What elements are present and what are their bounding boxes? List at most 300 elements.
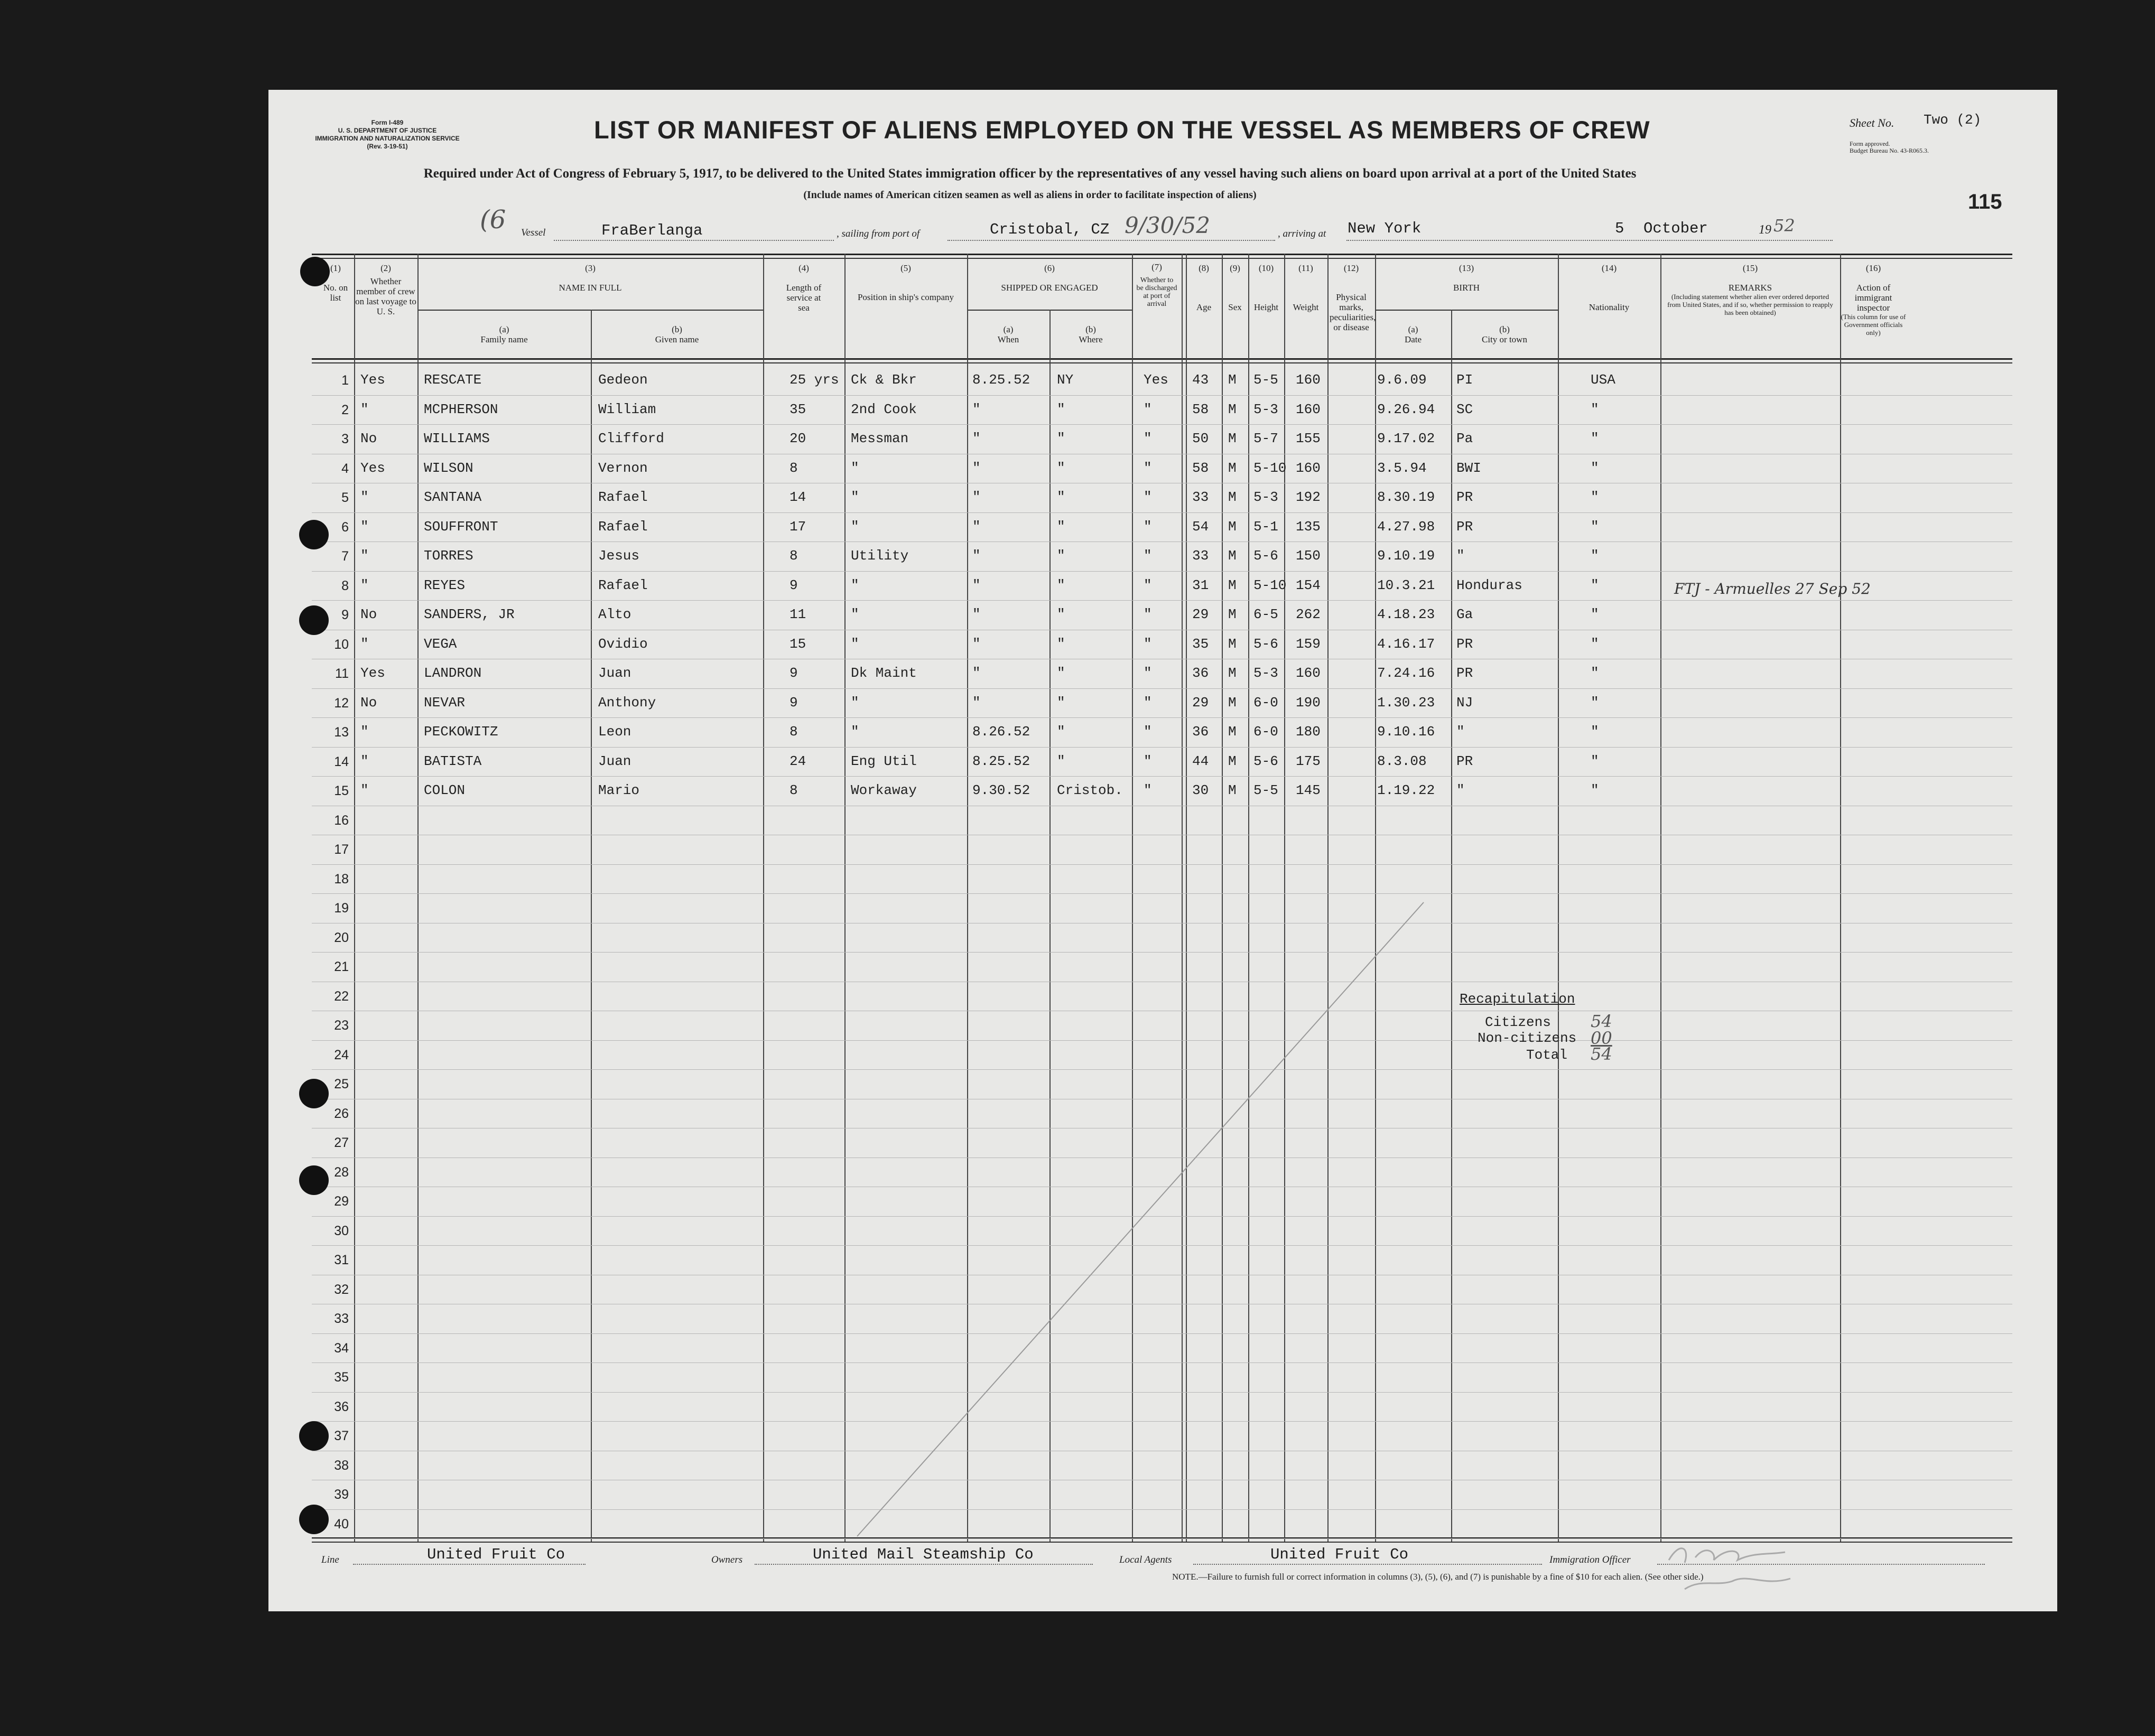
cell-given: Mario: [598, 782, 640, 798]
cell-given: Jesus: [598, 548, 640, 564]
cell-where: ": [1057, 401, 1065, 417]
cell-sex: M: [1228, 636, 1237, 652]
cell-service: 8: [789, 460, 798, 476]
cell-bdate: 9.26.94: [1377, 401, 1435, 417]
cell-when: ": [972, 577, 981, 593]
cell-service: 20: [789, 431, 806, 446]
owners-label: Owners: [711, 1554, 743, 1565]
cell-bplace: Pa: [1456, 431, 1473, 446]
row-number: 18: [334, 871, 349, 886]
cell-prev: ": [360, 724, 369, 740]
form-title: LIST OR MANIFEST OF ALIENS EMPLOYED ON THE VESSEL AS MEMBERS OF CREW: [594, 116, 1650, 144]
cell-bdate: 7.24.16: [1377, 665, 1435, 681]
cell-height: 6-5: [1253, 606, 1278, 622]
col1-number: (1): [330, 263, 341, 273]
sheet-label: Sheet No.: [1850, 116, 1894, 129]
col3b-title: Given name: [655, 334, 699, 344]
row-number: 9: [341, 608, 349, 622]
cell-family: PECKOWITZ: [424, 724, 498, 740]
cell-family: REYES: [424, 577, 466, 593]
row-number: 28: [334, 1164, 349, 1180]
col7-number: (7): [1151, 262, 1162, 272]
cell-family: COLON: [424, 782, 466, 798]
cell-nationality: ": [1591, 548, 1599, 564]
cell-where: ": [1057, 489, 1065, 505]
agents-value: United Fruit Co: [1270, 1546, 1409, 1563]
cell-service: 9: [789, 665, 798, 681]
cell-prev: No: [360, 694, 377, 711]
cell-service: 24: [789, 753, 806, 769]
col13b-title: City or town: [1482, 334, 1527, 344]
col11-number: (11): [1298, 263, 1313, 273]
cell-nationality: USA: [1591, 372, 1615, 388]
row-number: 7: [341, 549, 349, 564]
cell-age: 29: [1192, 694, 1209, 711]
cell-family: SANDERS, JR: [424, 606, 515, 622]
cell-bplace: ": [1456, 782, 1465, 798]
cell-prev: ": [360, 753, 369, 769]
vessel-dotline: [554, 240, 834, 241]
cell-given: William: [598, 401, 656, 417]
vessel-label: Vessel: [521, 227, 546, 238]
cell-bplace: PR: [1456, 518, 1473, 535]
row-number: 32: [334, 1282, 349, 1297]
cell-discharge: ": [1144, 753, 1152, 769]
col16-title: Action of immigrant inspector: [1854, 283, 1892, 313]
cell-sex: M: [1228, 782, 1237, 798]
row-number: 4: [341, 461, 349, 476]
cell-sex: M: [1228, 753, 1237, 769]
recap-title: Recapitulation: [1460, 991, 1575, 1007]
col14-title: Nationality: [1589, 302, 1630, 312]
cell-position: ": [851, 460, 859, 476]
cell-discharge: ": [1144, 606, 1152, 622]
arriving-label: , arriving at: [1278, 228, 1326, 239]
cell-discharge: ": [1144, 401, 1152, 417]
cell-age: 43: [1192, 372, 1209, 388]
cell-when: 9.30.52: [972, 782, 1030, 798]
cell-height: 5-3: [1253, 401, 1278, 417]
cell-family: NEVAR: [424, 694, 466, 711]
cell-weight: 160: [1296, 372, 1321, 388]
recap-noncitizens: 00: [1591, 1028, 1612, 1048]
cell-given: Ovidio: [598, 636, 648, 652]
cell-family: BATISTA: [424, 753, 482, 769]
cell-service: 25 yrs: [789, 372, 839, 388]
row-number: 10: [334, 637, 349, 652]
cell-given: Gedeon: [598, 372, 648, 388]
cell-height: 5-1: [1253, 518, 1278, 535]
cell-service: 8: [789, 782, 798, 798]
cell-sex: M: [1228, 694, 1237, 711]
agents-dotline: [1193, 1564, 1542, 1565]
col11-title: Weight: [1293, 302, 1319, 312]
row-number: 27: [334, 1135, 349, 1150]
cell-where: NY: [1057, 372, 1074, 388]
cell-age: 33: [1192, 489, 1209, 505]
col8-title: Age: [1196, 302, 1212, 312]
cell-position: Workaway: [851, 782, 917, 798]
cell-prev: ": [360, 401, 369, 417]
row-number: 37: [334, 1429, 349, 1443]
cell-when: ": [972, 489, 981, 505]
cell-sex: M: [1228, 665, 1237, 681]
cell-prev: Yes: [360, 372, 385, 388]
cell-prev: No: [360, 606, 377, 622]
form-subnote: (Include names of American citizen seamen as well as aliens in order to facilitate inspection of aliens): [803, 189, 1257, 201]
row-number: 16: [334, 813, 349, 828]
cell-bdate: 10.3.21: [1377, 577, 1435, 593]
department-name: U. S. DEPARTMENT OF JUSTICE: [338, 127, 437, 134]
cell-position: ": [851, 636, 859, 652]
cell-bdate: 9.10.16: [1377, 724, 1435, 740]
cell-where: ": [1057, 548, 1065, 564]
cell-nationality: ": [1591, 489, 1599, 505]
arriving-dotline: [1346, 240, 1833, 241]
cell-service: 14: [789, 489, 806, 505]
cell-weight: 145: [1296, 782, 1321, 798]
cell-position: ": [851, 577, 859, 593]
cell-age: 29: [1192, 606, 1209, 622]
col2-number: (2): [380, 263, 391, 273]
row-number: 20: [334, 930, 349, 945]
cell-height: 5-3: [1253, 489, 1278, 505]
cell-age: 33: [1192, 548, 1209, 564]
cell-height: 6-0: [1253, 724, 1278, 740]
sailing-dotline: [948, 240, 1275, 241]
cell-sex: M: [1228, 518, 1237, 535]
col3-title: NAME IN FULL: [559, 283, 622, 293]
cell-nationality: ": [1591, 753, 1599, 769]
arrival-year: 52: [1773, 216, 1795, 236]
cell-given: Alto: [598, 606, 631, 622]
cell-family: MCPHERSON: [424, 401, 498, 417]
cell-where: ": [1057, 694, 1065, 711]
cell-position: Dk Maint: [851, 665, 917, 681]
col12-title: Physical marks, peculiarities, or disease: [1330, 292, 1376, 332]
col10-title: Height: [1253, 302, 1279, 312]
cell-when: 8.25.52: [972, 753, 1030, 769]
cell-discharge: ": [1144, 782, 1152, 798]
cell-discharge: ": [1144, 489, 1152, 505]
col15-subtitle: (Including statement whether alien ever ordered deported from United States, and if so, whether permission to reapply has been obtained): [1667, 293, 1833, 316]
col3-number: (3): [585, 263, 596, 273]
officer-label: Immigration Officer: [1549, 1554, 1631, 1565]
page-number: 115: [1968, 190, 2002, 213]
arriving-port: New York: [1348, 220, 1422, 237]
cell-sex: M: [1228, 577, 1237, 593]
col4-number: (4): [798, 263, 809, 273]
cell-family: WILLIAMS: [424, 431, 490, 446]
service-name: IMMIGRATION AND NATURALIZATION SERVICE: [315, 135, 460, 142]
cell-bplace: PR: [1456, 489, 1473, 505]
col13a-title: Date: [1404, 334, 1422, 344]
cell-family: RESCATE: [424, 372, 482, 388]
cell-where: ": [1057, 753, 1065, 769]
punch-hole: [299, 520, 329, 549]
cell-nationality: ": [1591, 518, 1599, 535]
recap-citizens: 54: [1591, 1011, 1612, 1031]
department-block: [300, 119, 475, 151]
sailing-port: Cristobal, CZ: [990, 221, 1110, 238]
col15-title: REMARKS: [1728, 283, 1772, 293]
cell-height: 5-3: [1253, 665, 1278, 681]
cell-family: LANDRON: [424, 665, 482, 681]
cell-prev: ": [360, 577, 369, 593]
row-number: 19: [334, 901, 349, 916]
row-number: 29: [334, 1194, 349, 1209]
col14-number: (14): [1601, 263, 1617, 273]
cell-when: 8.26.52: [972, 724, 1030, 740]
col3a-number: (a): [499, 324, 509, 334]
year-prefix: 19: [1759, 223, 1771, 237]
cell-age: 31: [1192, 577, 1209, 593]
col7-title: Whether to be discharged at port of arrival: [1136, 276, 1177, 308]
approval-line: Form approved.: [1850, 140, 1890, 147]
manifest-page: [268, 90, 2057, 1611]
row-number: 21: [334, 959, 349, 974]
row-number: 15: [334, 783, 349, 798]
cell-position: 2nd Cook: [851, 401, 917, 417]
cell-where: ": [1057, 577, 1065, 593]
cell-nationality: ": [1591, 577, 1599, 593]
cell-age: 30: [1192, 782, 1209, 798]
cell-bplace: BWI: [1456, 460, 1481, 476]
cell-family: TORRES: [424, 548, 473, 564]
cell-where: ": [1057, 724, 1065, 740]
cell-bdate: 4.16.17: [1377, 636, 1435, 652]
cell-position: ": [851, 518, 859, 535]
cell-position: Eng Util: [851, 753, 917, 769]
row-number: 34: [334, 1340, 349, 1356]
cell-position: Utility: [851, 548, 909, 564]
cell-bplace: PR: [1456, 753, 1473, 769]
cell-when: ": [972, 518, 981, 535]
form-revision: (Rev. 3-19-51): [367, 143, 408, 150]
row-number: 14: [334, 754, 349, 769]
col6a-number: (a): [1003, 324, 1014, 334]
cell-bplace: PR: [1456, 665, 1473, 681]
punch-hole: [300, 257, 330, 286]
col2-title: Whether member of crew on last voyage to U. S.: [355, 276, 416, 316]
cell-given: Juan: [598, 665, 631, 681]
cell-weight: 160: [1296, 401, 1321, 417]
row-number: 35: [334, 1370, 349, 1385]
col6-number: (6): [1044, 263, 1055, 273]
cell-when: ": [972, 665, 981, 681]
cell-sex: M: [1228, 460, 1237, 476]
cell-weight: 160: [1296, 460, 1321, 476]
cell-when: ": [972, 606, 981, 622]
col16-subtitle: (This column for use of Government officials only): [1841, 313, 1906, 337]
cell-where: Cristob.: [1057, 782, 1123, 798]
row-number: 1: [341, 373, 349, 388]
cell-bdate: 4.27.98: [1377, 518, 1435, 535]
cell-discharge: ": [1144, 518, 1152, 535]
cell-bplace: PR: [1456, 636, 1473, 652]
col15-number: (15): [1742, 263, 1758, 273]
row-number: 6: [341, 519, 349, 535]
col8-number: (8): [1199, 263, 1209, 273]
line-dotline: [353, 1564, 586, 1565]
cell-position: ": [851, 724, 859, 740]
col16-number: (16): [1865, 263, 1881, 273]
remark-row9: FTJ - Armuelles 27 Sep 52: [1674, 580, 1871, 598]
sailing-date: 9/30/52: [1125, 212, 1210, 238]
cell-age: 36: [1192, 665, 1209, 681]
cell-given: Leon: [598, 724, 631, 740]
cell-bdate: 3.5.94: [1377, 460, 1427, 476]
cell-sex: M: [1228, 372, 1237, 388]
cell-where: ": [1057, 606, 1065, 622]
punch-hole: [299, 605, 329, 635]
cell-given: Rafael: [598, 577, 648, 593]
cell-sex: M: [1228, 548, 1237, 564]
cell-bdate: 9.17.02: [1377, 431, 1435, 446]
agents-label: Local Agents: [1119, 1554, 1172, 1565]
form-subtitle: Required under Act of Congress of February 5, 1917, to be delivered to the United States immigration officer by the representatives of any vessel having such aliens on board upon arrival at a port of the United States: [423, 166, 1637, 181]
punch-hole: [299, 1079, 329, 1108]
cell-position: ": [851, 489, 859, 505]
cell-service: 15: [789, 636, 806, 652]
cell-bdate: 9.6.09: [1377, 372, 1427, 388]
cell-bplace: ": [1456, 724, 1465, 740]
col6a-title: When: [997, 334, 1019, 344]
cell-prev: Yes: [360, 665, 385, 681]
recap-noncitizens-label: Non-citizens: [1478, 1030, 1577, 1046]
row-number: 26: [334, 1106, 349, 1121]
col1-title: No. on list: [323, 283, 348, 303]
row-number: 3: [341, 432, 349, 446]
row-number: 30: [334, 1223, 349, 1238]
cell-service: 9: [789, 694, 798, 711]
recap-citizens-label: Citizens: [1485, 1014, 1551, 1030]
approval-note: [1850, 141, 1982, 154]
cell-weight: 180: [1296, 724, 1321, 740]
row-number: 22: [334, 988, 349, 1004]
cell-service: 9: [789, 577, 798, 593]
cell-age: 50: [1192, 431, 1209, 446]
col13-number: (13): [1459, 263, 1474, 273]
row-number: 25: [334, 1077, 349, 1091]
cell-weight: 175: [1296, 753, 1321, 769]
form-id: Form I-489: [371, 119, 404, 126]
row-number: 5: [341, 490, 349, 505]
cell-given: Anthony: [598, 694, 656, 711]
cell-age: 44: [1192, 753, 1209, 769]
cell-prev: ": [360, 548, 369, 564]
cell-sex: M: [1228, 724, 1237, 740]
cell-bplace: ": [1456, 548, 1465, 564]
cell-prev: ": [360, 782, 369, 798]
cell-bplace: NJ: [1456, 694, 1473, 711]
cell-weight: 135: [1296, 518, 1321, 535]
col6-title: SHIPPED OR ENGAGED: [1001, 283, 1098, 293]
row-number: 13: [334, 725, 349, 740]
footer-note: NOTE.—Failure to furnish full or correct information in columns (3), (5), (6), and (7) is punishable by a fine of $10 for each alien. (See other side.): [1172, 1572, 1704, 1582]
cell-nationality: ": [1591, 665, 1599, 681]
cell-when: ": [972, 636, 981, 652]
cell-position: Ck & Bkr: [851, 372, 917, 388]
punch-hole: [299, 1165, 329, 1195]
cell-given: Clifford: [598, 431, 664, 446]
cell-prev: No: [360, 431, 377, 446]
cell-age: 36: [1192, 724, 1209, 740]
cell-height: 6-0: [1253, 694, 1278, 711]
cell-age: 54: [1192, 518, 1209, 535]
cell-given: Vernon: [598, 460, 648, 476]
cell-discharge: ": [1144, 577, 1152, 593]
cell-service: 17: [789, 518, 806, 535]
col9-number: (9): [1230, 263, 1240, 273]
cell-height: 5-10: [1253, 577, 1287, 593]
cell-when: ": [972, 460, 981, 476]
cell-bdate: 8.30.19: [1377, 489, 1435, 505]
cell-bdate: 9.10.19: [1377, 548, 1435, 564]
arrival-day: 5: [1615, 220, 1624, 237]
cell-bplace: SC: [1456, 401, 1473, 417]
cell-nationality: ": [1591, 401, 1599, 417]
cell-where: ": [1057, 460, 1065, 476]
cell-age: 35: [1192, 636, 1209, 652]
col13a-number: (a): [1408, 324, 1418, 334]
row-number: 17: [334, 842, 349, 857]
cell-sex: M: [1228, 606, 1237, 622]
cell-service: 8: [789, 548, 798, 564]
cell-weight: 155: [1296, 431, 1321, 446]
row-number: 11: [335, 666, 349, 681]
cell-discharge: ": [1144, 665, 1152, 681]
row-number: 8: [341, 578, 349, 593]
col5-title: Position in ship's company: [857, 292, 954, 302]
col6b-number: (b): [1085, 324, 1096, 334]
cell-bplace: Ga: [1456, 606, 1473, 622]
row-number: 36: [334, 1399, 349, 1414]
row-number: 38: [334, 1458, 349, 1473]
cell-age: 58: [1192, 401, 1209, 417]
diagonal-pen-line: [312, 254, 2012, 1543]
line-value: United Fruit Co: [427, 1546, 565, 1563]
row-number: 31: [334, 1253, 349, 1267]
col3a-title: Family name: [480, 334, 528, 344]
cell-when: ": [972, 548, 981, 564]
cell-bplace: PI: [1456, 372, 1473, 388]
cell-prev: ": [360, 489, 369, 505]
cell-age: 58: [1192, 460, 1209, 476]
cell-prev: ": [360, 518, 369, 535]
cell-discharge: Yes: [1144, 372, 1168, 388]
cell-prev: Yes: [360, 460, 385, 476]
cell-family: SANTANA: [424, 489, 482, 505]
cell-discharge: ": [1144, 431, 1152, 446]
cell-family: SOUFFRONT: [424, 518, 498, 535]
cell-nationality: ": [1591, 724, 1599, 740]
cell-height: 5-6: [1253, 548, 1278, 564]
cell-weight: 159: [1296, 636, 1321, 652]
cell-nationality: ": [1591, 636, 1599, 652]
sheet-number: Two (2): [1924, 112, 1982, 128]
cell-weight: 160: [1296, 665, 1321, 681]
col12-number: (12): [1343, 263, 1359, 273]
cell-weight: 192: [1296, 489, 1321, 505]
col13-title: BIRTH: [1453, 283, 1480, 293]
cell-when: ": [972, 401, 981, 417]
cell-weight: 154: [1296, 577, 1321, 593]
cell-when: ": [972, 431, 981, 446]
owners-dotline: [755, 1564, 1093, 1565]
cell-bplace: Honduras: [1456, 577, 1522, 593]
cell-where: ": [1057, 518, 1065, 535]
